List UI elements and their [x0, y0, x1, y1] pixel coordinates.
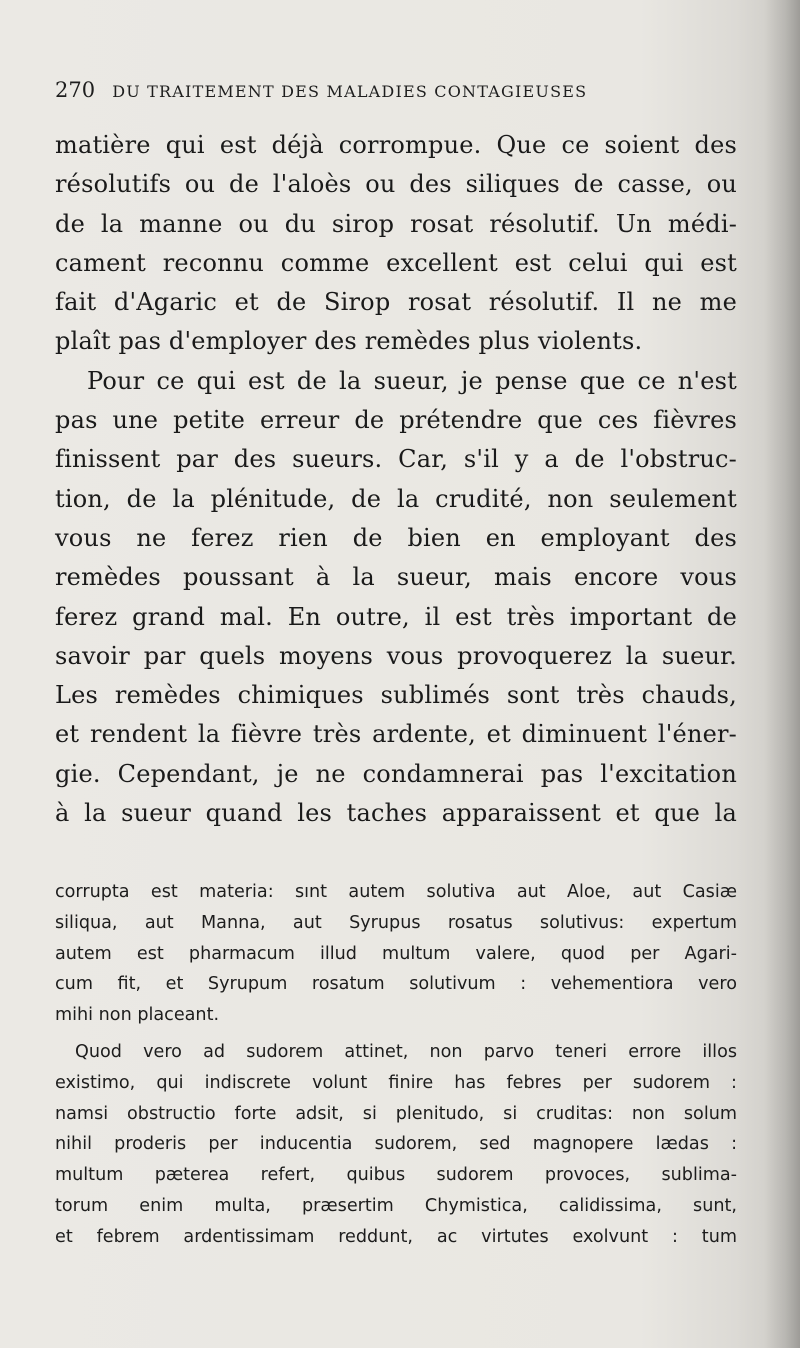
- text-line: Pour ce qui est de la sueur, je pense que ce n'est: [87, 366, 737, 395]
- text-line: torum enim multa, præsertim Chymistica, calidissima, sunt,: [55, 1195, 737, 1216]
- text-line: gie. Cependant, je ne condamnerai pas l'excitation: [55, 759, 737, 788]
- text-line: cum fit, et Syrupum rosatum solutivum : vehementiora vero: [55, 974, 737, 995]
- text-line: fait d'Agaric et de Sirop rosat résolutif. Il ne me: [55, 288, 737, 317]
- text-line: pas une petite erreur de prétendre que ces fièvres: [55, 406, 737, 435]
- text-line: résolutifs ou de l'aloès ou des siliques de casse, ou: [55, 170, 737, 199]
- text-line: siliqua, aut Manna, aut Syrupus rosatus solutivus: expertum: [55, 912, 737, 933]
- french-translation-text: [55, 126, 737, 833]
- text-line: à la sueur quand les taches apparaissent et que la: [55, 799, 737, 828]
- french-paragraph-1: [55, 126, 737, 362]
- text-line: Les remèdes chimiques sublimés sont très chauds,: [55, 681, 737, 710]
- text-line: existimo, qui indiscrete volunt finire has febres per sudorem :: [55, 1072, 737, 1093]
- text-line: ferez grand mal. En outre, il est très important de: [55, 602, 737, 631]
- running-header: [55, 78, 745, 108]
- running-title: DU TRAITEMENT DES MALADIES CONTAGIEUSES: [112, 82, 588, 101]
- latin-paragraph-2: [55, 1037, 737, 1253]
- text-line: tion, de la plénitude, de la crudité, non seulement: [55, 484, 737, 513]
- text-line: finissent par des sueurs. Car, s'il y a de l'obstruc-: [55, 445, 737, 474]
- page-gutter-shadow: [764, 0, 800, 1348]
- text-line: namsi obstructio forte adsit, si plenitudo, si cruditas: non solum: [55, 1103, 737, 1124]
- text-line: mihi non placeant.: [55, 1005, 220, 1026]
- text-line: de la manne ou du sirop rosat résolutif. Un médi-: [55, 209, 737, 238]
- latin-paragraph-1: [55, 877, 737, 1031]
- text-line: nihil proderis per inducentia sudorem, sed magnopere lædas :: [55, 1134, 737, 1155]
- text-line: multum pæterea refert, quibus sudorem provoces, sublima-: [55, 1165, 737, 1186]
- text-line: Quod vero ad sudorem attinet, non parvo teneri errore illos: [75, 1041, 737, 1062]
- text-line: cament reconnu comme excellent est celui qui est: [55, 248, 737, 277]
- text-line: autem est pharmacum illud multum valere, quod per Agari-: [55, 943, 737, 964]
- page-number: 270: [55, 78, 96, 102]
- text-line: et rendent la fièvre très ardente, et diminuent l'éner-: [55, 720, 737, 749]
- text-line: et febrem ardentissimam reddunt, ac virtutes exolvunt : tum: [55, 1226, 737, 1247]
- text-line: corrupta est materia: sınt autem solutiva aut Aloe, aut Casiæ: [55, 882, 737, 902]
- text-line: savoir par quels moyens vous provoquerez la sueur.: [55, 641, 737, 670]
- french-paragraph-2: [55, 362, 737, 834]
- text-line: plaît pas d'employer des remèdes plus violents.: [55, 327, 643, 356]
- text-line: remèdes poussant à la sueur, mais encore vous: [55, 563, 737, 592]
- text-line: vous ne ferez rien de bien en employant des: [55, 523, 737, 552]
- text-line: matière qui est déjà corrompue. Que ce soient des: [55, 131, 737, 159]
- latin-original-footnote: [55, 877, 737, 1253]
